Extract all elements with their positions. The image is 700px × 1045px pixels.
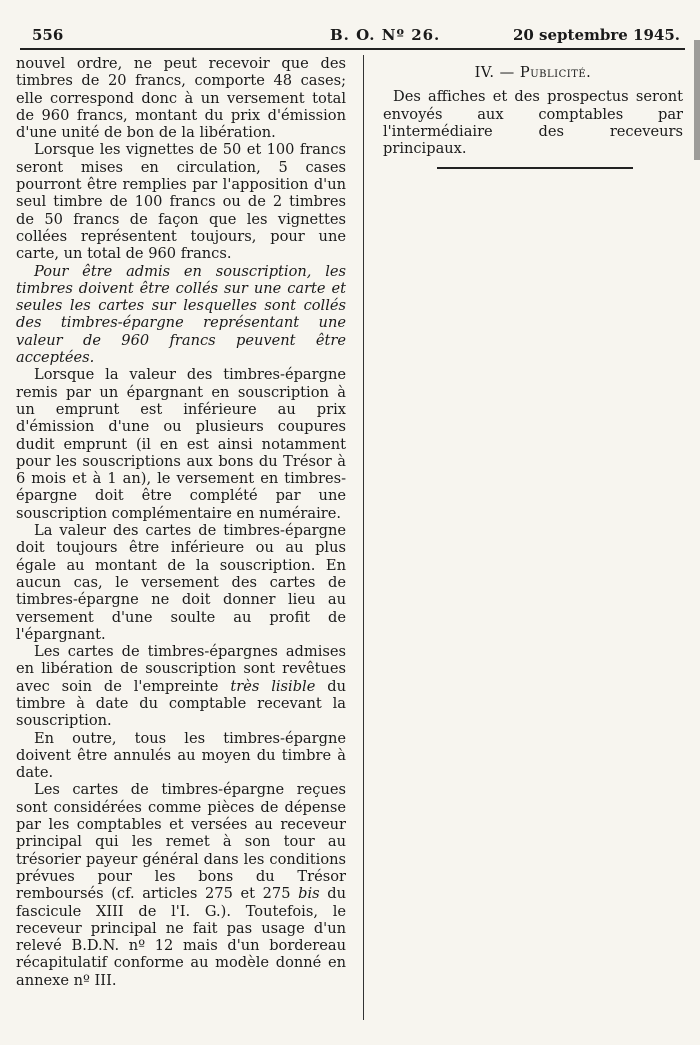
paragraph-8: [16, 781, 346, 989]
paragraph-6-emphasis: très lisible: [230, 677, 316, 695]
paragraph-1: nouvel ordre, ne peut recevoir que des timbres de 20 francs, comporte 48 cases; elle correspond donc à un versement total de 960 francs, montant du prix d'émission d'une unité de bon de la libération.: [16, 55, 346, 142]
section-heading: [383, 64, 683, 81]
paragraph-6-text-b: du timbre à date du comptable recevant la souscription.: [16, 677, 347, 730]
page-edge-shadow: [694, 40, 700, 160]
paragraph-3-italic: Pour être admis en souscription, les timbres doivent être collés sur une carte et seules les cartes sur lesquelles sont collés des timbres-épargne représentant une valeur de 960 francs peuvent être acceptées.: [16, 262, 346, 367]
right-column: [383, 55, 683, 169]
page-header: [30, 26, 680, 48]
paragraph-8-text-b: du fascicule XIII de l'I. G.). Toutefois, le receveur principal ne fait pas usage d'un relevé B.D.N. nº 12 mais d'un bordereau récapitulatif conforme au modèle donné en annexe nº III.: [16, 885, 347, 989]
section-end-rule: [437, 167, 633, 169]
bulletin-number: B. O. Nº 26.: [330, 26, 441, 44]
paragraph-6: [16, 643, 346, 729]
section-paragraph: Des affiches et des prospectus seront envoyés aux comptables par l'intermédiaire des receveurs principaux.: [383, 88, 683, 158]
page-number: 556: [32, 26, 64, 44]
header-date: 20 septembre 1945.: [512, 26, 680, 44]
paragraph-2: Lorsque les vignettes de 50 et 100 francs seront mises en circulation, 5 cases pourront être remplies par l'apposition d'un seul timbre de 100 francs ou de 2 timbres de 50 francs de façon que les vignettes collées représentent toujours, pour une carte, un total de 960 francs.: [16, 141, 346, 263]
paragraph-4: Lorsque la valeur des timbres-épargne remis par un épargnant en souscription à un emprunt est inférieure au prix d'émission d'une ou plusieurs coupures dudit emprunt (il en est ainsi notamment pour les souscriptions aux bons du Trésor à 6 mois et à 1 an), le versement en timbres-épargne doit être complété par une souscription complémentaire en numéraire.: [16, 366, 346, 522]
section-number: IV. —: [474, 64, 515, 81]
column-divider: [363, 55, 364, 1020]
left-column: [16, 55, 346, 989]
paragraph-5: La valeur des cartes de timbres-épargne doit toujours être inférieure ou au plus égale au montant de la souscription. En aucun cas, le versement des cartes de timbres-épargne ne doit donner lieu au versement d'une soulte au profit de l'épargnant.: [16, 522, 346, 643]
section-title: Publicité.: [519, 64, 592, 81]
paragraph-8-text-a: Les cartes de timbres-épargne reçues sont considérées comme pièces de dépense par les comptables et versées au receveur principal qui les remet à son tour au trésorier payeur général dans les conditions prévues pour les bons du Trésor remboursés (cf. articles 275 et 275: [16, 781, 346, 903]
paragraph-8-emphasis: bis: [298, 885, 320, 903]
paragraph-6-text-a: Les cartes de timbres-épargnes admises en libération de souscription sont revêtues avec soin de l'empreinte: [16, 643, 346, 695]
paragraph-7: En outre, tous les timbres-épargne doivent être annulés au moyen du timbre à date.: [16, 729, 346, 782]
header-rule: [20, 48, 685, 50]
